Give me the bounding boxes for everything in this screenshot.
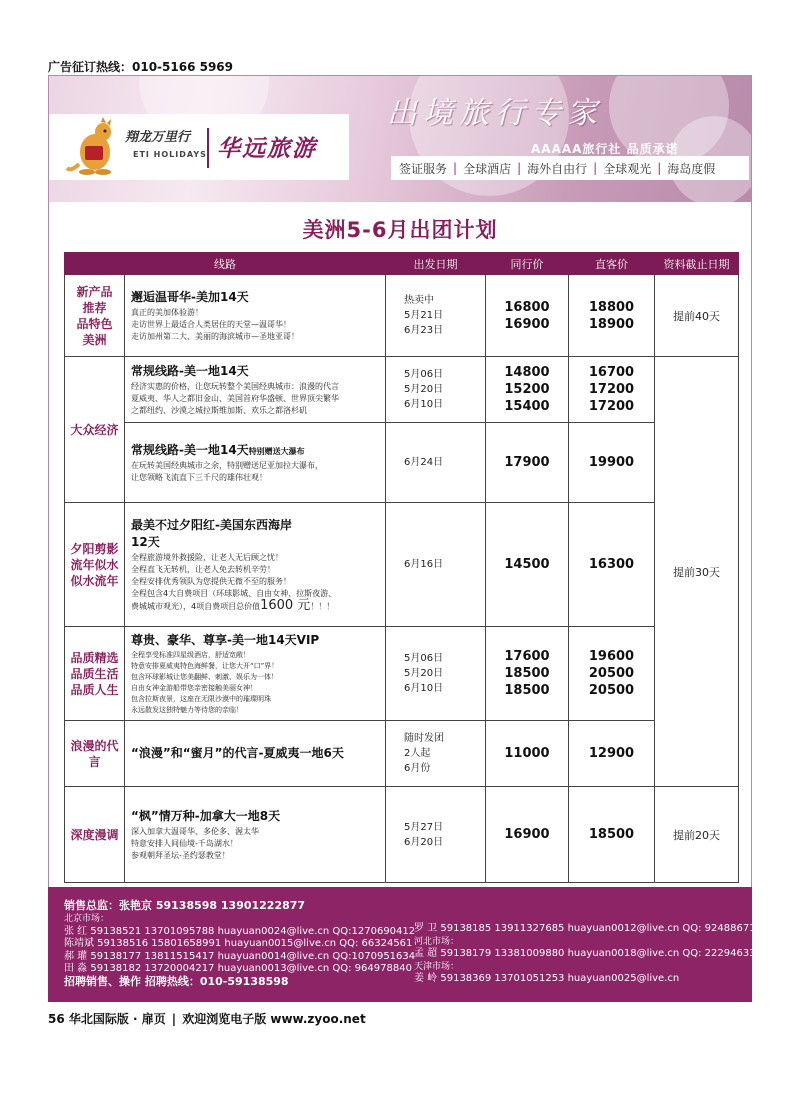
- page-footer: [48, 1010, 366, 1027]
- kangaroo-logo-icon: [63, 116, 125, 178]
- direct-price: 19900: [569, 423, 655, 503]
- category-romance: 浪漫的代 言: [65, 721, 125, 787]
- departure-dates: 热卖中 5月21日 6月23日: [386, 275, 486, 357]
- service-island[interactable]: 海岛度假: [667, 161, 716, 176]
- brand-name: 华远旅游: [217, 136, 317, 162]
- service-visa[interactable]: 签证服务: [399, 161, 448, 176]
- route-desc: 经济实惠的价格，让您玩转整个美国经典城市：浪漫的代言 夏威夷、华人之都旧金山、美国首府华盛顿、世界顶尖繁华 之都纽约、沙漠之城拉斯维加斯、欢乐之都洛杉矶: [131, 382, 339, 415]
- deadline-cell: 提前20天: [655, 787, 739, 883]
- route-title: 常规线路-美一地14天特别赠送大瀑布: [131, 443, 305, 457]
- route-cell: [125, 721, 386, 787]
- departure-dates: 5月06日 5月20日 6月10日: [386, 627, 486, 721]
- contact-row: 姜 岭 59138369 13701051253 huayuan0025@live.cn: [414, 973, 680, 985]
- route-desc: 在玩转美国经典城市之余，特别赠送尼亚加拉大瀑布， 让您领略飞流直下三千尺的雄伟壮观！: [131, 461, 323, 482]
- market-label: 天津市场：: [414, 961, 460, 972]
- category-deep-tour: 深度漫调: [65, 787, 125, 883]
- category-economy: 大众经济: [65, 357, 125, 503]
- service-hotel[interactable]: 全球酒店: [463, 161, 512, 176]
- peer-price: 17600 18500 18500: [486, 627, 569, 721]
- contact-row: 张 红 59138521 13701095788 huayuan0024@live.cn QQ:1270690412: [64, 925, 416, 937]
- peer-price: 14800 15200 15400: [486, 357, 569, 423]
- eti-logo-en: ETI HOLIDAYS: [133, 150, 207, 159]
- market-label: 北京市场：: [64, 914, 110, 924]
- table-row[interactable]: [65, 503, 739, 627]
- header-route: 线路: [65, 253, 386, 275]
- departure-dates: 6月16日: [386, 503, 486, 627]
- service-separator: |: [593, 161, 598, 175]
- route-cell: [125, 357, 386, 423]
- route-title: 邂逅温哥华-美加14天: [131, 290, 249, 304]
- category-new: 新产品 推荐 品特色 美洲: [65, 275, 125, 357]
- departure-dates: 5月27日 6月20日: [386, 787, 486, 883]
- route-cell: [125, 275, 386, 357]
- route-cell: [125, 503, 386, 627]
- direct-price: 18800 18900: [569, 275, 655, 357]
- departure-dates: 5月06日 5月20日 6月10日: [386, 357, 486, 423]
- itinerary-frame: [48, 75, 752, 890]
- route-title: 最美不过夕阳红-美国东西海岸 12天: [131, 518, 292, 549]
- departure-dates: 6月24日: [386, 423, 486, 503]
- plan-title: 美洲5-6月出团计划: [302, 218, 498, 242]
- route-desc: 全程享受标准四星级酒店，舒适宽敞！ 特意安排夏威夷特色海鲜餐，让您大开“口”界！ 包含环球影城让您美翻鲜、刺激、娱乐为一体！ 自由女神金游船带您亲密接触美丽女神！ 包含拉斯夜景，这座在无限沙漠中的璀璨明珠 永远散发这独特魅力等待您的亲临！: [131, 651, 279, 714]
- service-separator: |: [453, 161, 458, 175]
- recruit-line: 招聘销售、操作 招聘热线：010-59138598: [64, 974, 289, 988]
- table-row[interactable]: [65, 721, 739, 787]
- route-desc: 全程旅游境外救援险，让老人无后顾之忧！ 全程直飞无转机，让老人免去转机辛劳！ 全程安排优秀领队为您提供无微不至的服务！ 全程包含4大自费项目（环球影城、自由女神、拉斯夜游、 费城城市观光），4项自费项目总价值1600 元！！！: [131, 553, 337, 613]
- category-senior: 夕阳剪影 流年似水 似水流年: [65, 503, 125, 627]
- table-header-row: [65, 253, 739, 275]
- route-title: 尊贵、豪华、尊享-美一地14天VIP: [131, 633, 320, 647]
- route-cell: [125, 627, 386, 721]
- route-cell: [125, 423, 386, 503]
- peer-price: 14500: [486, 503, 569, 627]
- itinerary-table: [64, 252, 739, 883]
- peer-price: 16800 16900: [486, 275, 569, 357]
- route-title: 常规线路-美一地14天: [131, 364, 249, 378]
- peer-price: 17900: [486, 423, 569, 503]
- service-separator: |: [517, 161, 522, 175]
- website-link[interactable]: 欢迎浏览电子版 www.zyoo.net: [182, 1012, 366, 1026]
- contact-row: 陈靖斌 59138516 15801658991 huayuan0015@live.cn QQ: 66324561: [64, 938, 413, 950]
- category-premium: 品质精选 品质生活 品质人生: [65, 627, 125, 721]
- contact-panel: [48, 887, 762, 1002]
- contact-row: 田 淼 59138182 13720004217 huayuan0013@live.cn QQ: 964978840: [64, 963, 412, 975]
- contact-row: 孟 超 59138179 13381009880 huayuan0018@live.cn QQ: 22294633: [414, 948, 756, 960]
- route-title: “浪漫”和“蜜月”的代言-夏威夷一地6天: [131, 746, 344, 760]
- rating-badge: AAAAA旅行社 品质承诺: [531, 142, 679, 156]
- table-row[interactable]: [65, 787, 739, 883]
- header-date: 出发日期: [386, 253, 486, 275]
- header-peer-price: 同行价: [486, 253, 569, 275]
- header-direct-price: 直客价: [569, 253, 655, 275]
- service-sightseeing[interactable]: 全球观光: [603, 161, 652, 176]
- ad-hotline: 广告征订热线：010-5166 5969: [48, 60, 234, 74]
- direct-price: 16300: [569, 503, 655, 627]
- contacts-right: [414, 923, 762, 986]
- page-number: 56 华北国际版 · 扉页: [48, 1012, 166, 1026]
- brand-banner: [49, 76, 751, 202]
- deadline-cell: 提前40天: [655, 275, 739, 357]
- logo-box: [49, 114, 349, 180]
- logo-divider: [207, 128, 209, 168]
- table-row[interactable]: [65, 357, 739, 423]
- peer-price: 11000: [486, 721, 569, 787]
- service-free-travel[interactable]: 海外自由行: [527, 161, 588, 176]
- route-desc: 真正的美加体验游！ 走访世界上最适合人类居住的天堂—温哥华！ 走访加州第二大、美丽的海滨城市—圣地亚哥！: [131, 308, 299, 341]
- slogan: 出境旅行专家: [387, 96, 603, 131]
- market-label: 河北市场：: [414, 936, 460, 947]
- service-separator: |: [657, 161, 662, 175]
- deadline-cell: 提前30天: [655, 357, 739, 787]
- header-deadline: 资料截止日期: [655, 253, 739, 275]
- direct-price: 12900: [569, 721, 655, 787]
- direct-price: 18500: [569, 787, 655, 883]
- route-desc: 深入加拿大温哥华、多伦多、渥太华 特意安排人间仙境-千岛湖水！ 参观朝拜圣坛-圣约瑟教堂！: [131, 827, 259, 860]
- contacts-left: [64, 913, 434, 989]
- departure-dates: 随时发团 2人起 6月份: [386, 721, 486, 787]
- table-row[interactable]: [65, 627, 739, 721]
- contact-row: 罗 卫 59138185 13911327685 huayuan0012@live.cn QQ: 924886718: [414, 923, 762, 934]
- table-row[interactable]: [65, 423, 739, 503]
- footer-separator: |: [171, 1012, 177, 1026]
- table-row[interactable]: [65, 275, 739, 357]
- direct-price: 16700 17200 17200: [569, 357, 655, 423]
- services-bar: [391, 156, 749, 180]
- peer-price: 16900: [486, 787, 569, 883]
- route-cell: [125, 787, 386, 883]
- sales-director: 销售总监：张艳京 59138598 13901222877: [64, 899, 306, 912]
- value-highlight: 1600 元: [260, 598, 311, 613]
- contact-row: 郝 瓘 59138177 13811515417 huayuan0014@live.cn QQ:1070951634: [64, 950, 416, 962]
- direct-price: 19600 20500 20500: [569, 627, 655, 721]
- route-title: “枫”情万种-加拿大一地8天: [131, 809, 281, 823]
- eti-logo-text: 翔龙万里行: [125, 130, 191, 145]
